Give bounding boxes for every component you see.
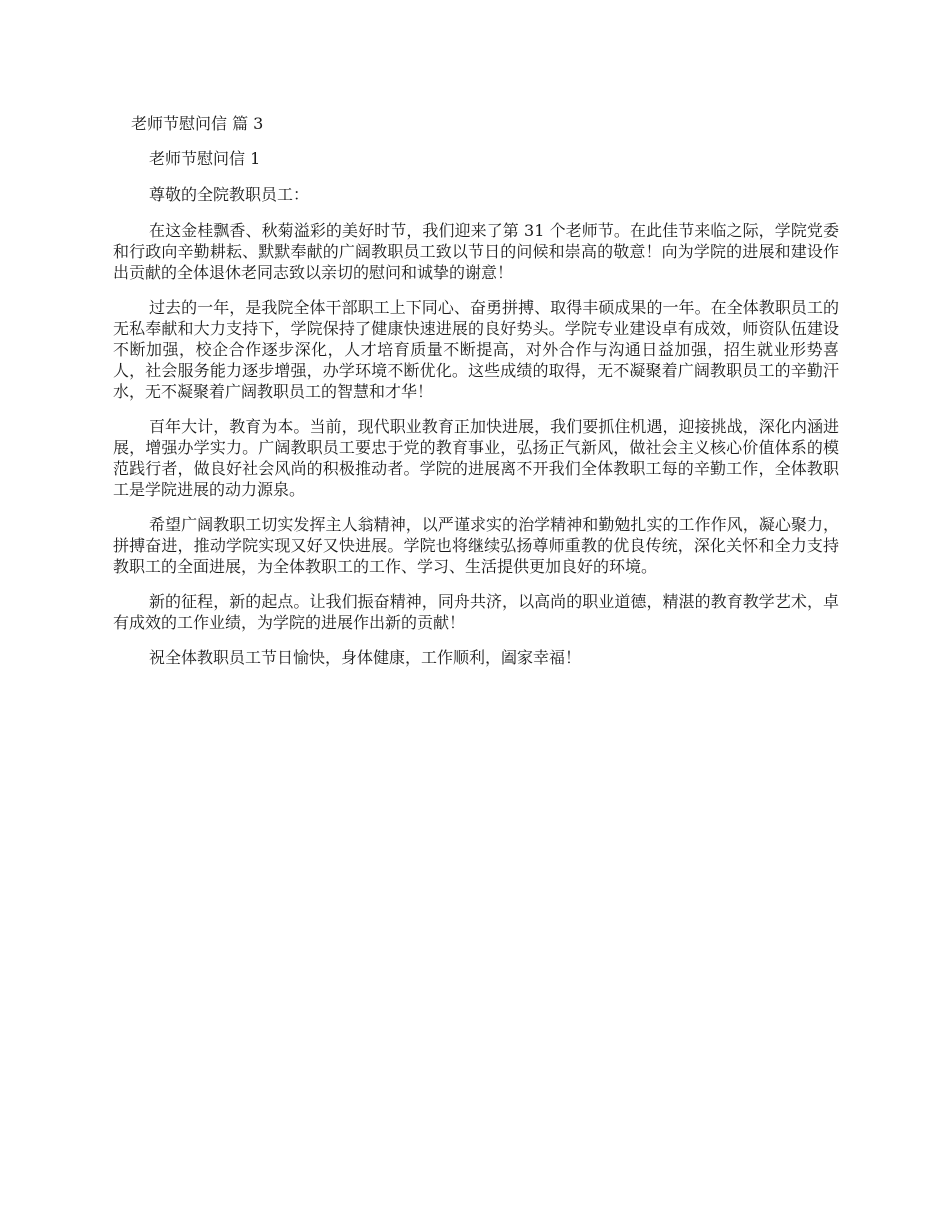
paragraph-new-journey: 新的征程，新的起点。让我们振奋精神，同舟共济，以高尚的职业道德，精湛的教育教学艺术，卓有成效的工作业绩，为学院的进展作出新的贡献！ xyxy=(113,592,839,632)
paragraph-education-plan: 百年大计，教育为本。当前，现代职业教育正加快进展，我们要抓住机遇，迎接挑战，深化内涵进展，增强办学实力。广阔教职员工要忠于党的教育事业，弘扬正气新风，做社会主义核心价值体系的模范践行者，做良好社会风尚的积极推动者。学院的进展离不开我们全体教职工每的辛勤工作，全体教职工是学院进展的动力源泉。 xyxy=(113,417,839,499)
letter-subtitle: 老师节慰问信 1 xyxy=(149,149,261,168)
paragraph-past-year: 过去的一年，是我院全体干部职工上下同心、奋勇拼搏、取得丰硕成果的一年。在全体教职员工的无私奉献和大力支持下，学院保持了健康快速进展的良好势头。学院专业建设卓有成效，师资队伍建设不断加强，校企合作逐步深化，人才培育质量不断提高，对外合作与沟通日益加强，招生就业形势喜人，社会服务能力逐步增强，办学环境不断优化。这些成绩的取得，无不凝聚着广阔教职员工的辛勤汗水，无不凝聚着广阔教职员工的智慧和才华！ xyxy=(113,298,839,401)
paragraph-festival-greeting: 在这金桂飘香、秋菊溢彩的美好时节，我们迎来了第 31 个老师节。在此佳节来临之际，学院党委和行政向辛勤耕耘、默默奉献的广阔教职员工致以节日的问候和崇高的敬意！向为学院的进展和建设作出贡献的全体退休老同志致以亲切的慰问和诚挚的谢意！ xyxy=(113,221,839,282)
letter-salutation: 尊敬的全院教职员工： xyxy=(149,185,310,204)
document-body xyxy=(113,148,839,683)
paragraph-closing-wishes: 祝全体教职员工节日愉快，身体健康，工作顺利，阖家幸福！ xyxy=(149,648,582,667)
paragraph-hopes: 希望广阔教职工切实发挥主人翁精神，以严谨求实的治学精神和勤勉扎实的工作作风，凝心聚力，拼搏奋进，推动学院实现又好又快进展。学院也将继续弘扬尊师重教的优良传统，深化关怀和全力支持教职工的全面进展，为全体教职工的工作、学习、生活提供更加良好的环境。 xyxy=(113,515,839,576)
document-title: 老师节慰问信 篇 3 xyxy=(131,114,264,133)
